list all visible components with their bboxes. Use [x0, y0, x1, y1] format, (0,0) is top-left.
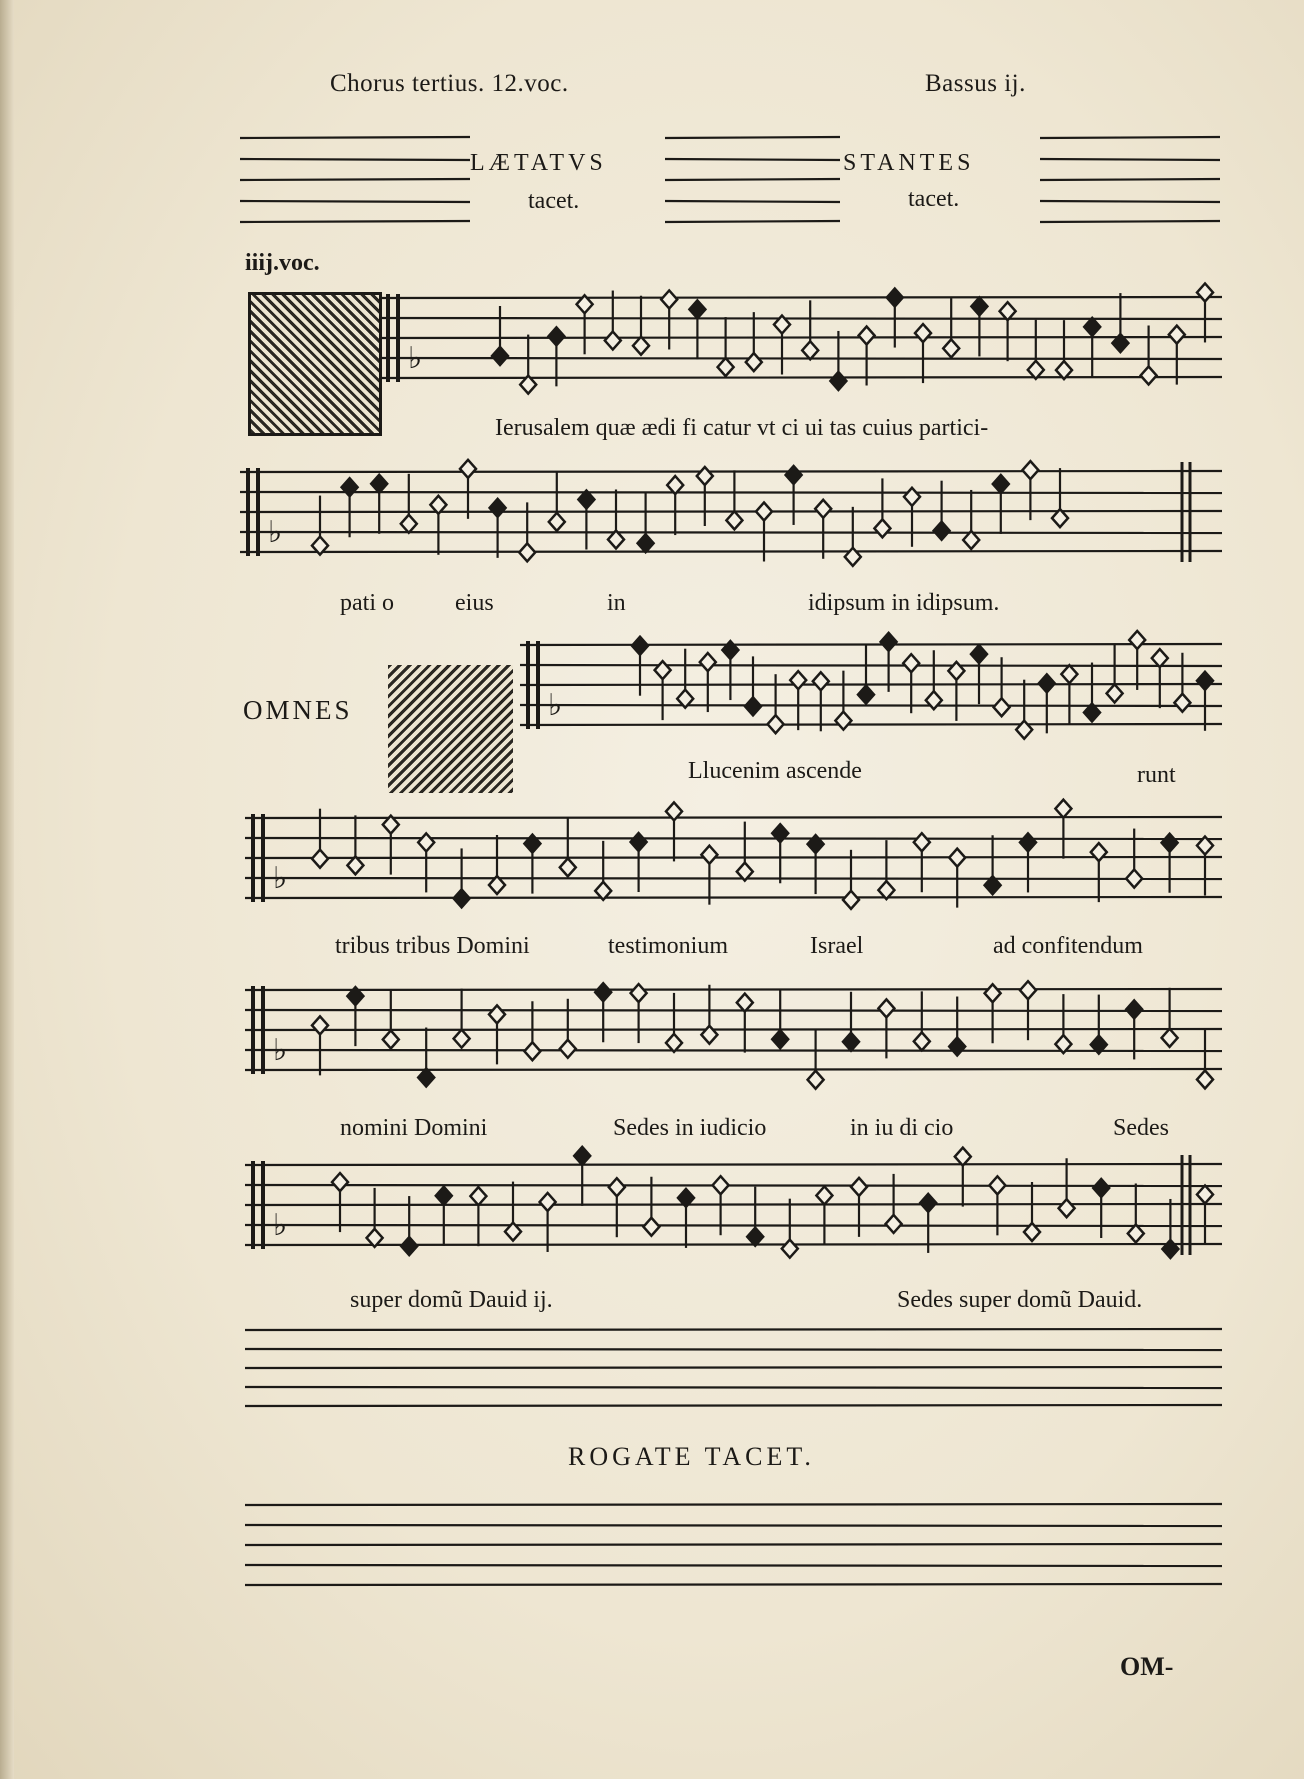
note-head-icon: [903, 654, 919, 672]
note-head-icon: [401, 515, 417, 533]
note-head-icon: [985, 984, 1001, 1002]
note-head-icon: [470, 1187, 486, 1205]
note-head-icon: [920, 1194, 936, 1212]
music-staff-1-line: [380, 318, 1222, 319]
note-head-icon: [1129, 631, 1145, 649]
note-head-icon: [460, 460, 476, 478]
note-head-icon: [815, 500, 831, 518]
c-clef-icon: [246, 468, 250, 556]
lyric-line-2a: pati o: [340, 590, 394, 616]
empty-staff-rogate-lower-line: [245, 1565, 1222, 1566]
note-head-icon: [934, 522, 950, 540]
c-clef-icon: [261, 986, 265, 1074]
lyric-line-2b: eius: [455, 590, 494, 616]
music-staff-6-line: [245, 1185, 1222, 1186]
music-staff-4-line: [245, 897, 1222, 898]
note-head-icon: [1000, 302, 1016, 320]
note-head-icon: [609, 1178, 625, 1196]
note-head-icon: [786, 466, 802, 484]
empty-staff-rogate-lower-line: [245, 1544, 1222, 1545]
note-head-icon: [1141, 366, 1157, 384]
tacet-title-stantes: STANTES: [843, 150, 975, 176]
note-head-icon: [418, 833, 434, 851]
music-staff-5-line: [245, 1050, 1222, 1051]
note-head-icon: [1093, 1179, 1109, 1197]
music-staff-3-line: [520, 644, 1222, 645]
note-head-icon: [632, 637, 648, 655]
note-head-icon: [371, 475, 387, 493]
music-staff-1-line: [380, 297, 1222, 298]
note-head-icon: [915, 324, 931, 342]
tacet-staff-left-line: [240, 137, 470, 138]
tacet-staff-left-line: [240, 179, 470, 180]
tacet-staff-right-line: [1040, 201, 1220, 202]
note-head-icon: [881, 633, 897, 651]
note-head-icon: [631, 833, 647, 851]
decorated-initial-l: [388, 665, 513, 793]
tacet-staff-right-line: [1040, 221, 1220, 222]
note-head-icon: [886, 1215, 902, 1233]
note-head-icon: [949, 849, 965, 867]
lyric-line-5b: Sedes in iudicio: [613, 1115, 767, 1141]
music-staff-3-line: [520, 705, 1222, 706]
rogate-tacet: ROGATE TACET.: [568, 1442, 815, 1471]
note-head-icon: [418, 1069, 434, 1087]
note-head-icon: [643, 1218, 659, 1236]
note-head-icon: [914, 833, 930, 851]
note-head-icon: [1162, 1240, 1178, 1258]
note-head-icon: [1107, 684, 1123, 702]
note-head-icon: [700, 653, 716, 671]
note-head-icon: [666, 1034, 682, 1052]
lyric-line-6b: Sedes super domũ Dauid.: [897, 1287, 1143, 1313]
empty-staff-rogate-lower-line: [245, 1584, 1222, 1585]
flat-sign-icon: ♭: [548, 688, 563, 723]
tacet-staff-middle-line: [665, 179, 840, 180]
tacet-staff-middle-line: [665, 137, 840, 138]
note-head-icon: [519, 543, 535, 561]
c-clef-icon: [386, 294, 390, 382]
note-head-icon: [737, 994, 753, 1012]
note-head-icon: [745, 697, 761, 715]
catchword: OM-: [1120, 1652, 1174, 1681]
note-head-icon: [830, 372, 846, 390]
note-head-icon: [756, 503, 772, 521]
lyric-line-3: Llucenim ascende: [688, 758, 862, 784]
note-head-icon: [994, 698, 1010, 716]
tacet-staff-middle-line: [665, 221, 840, 222]
note-head-icon: [454, 889, 470, 907]
tacet-note-laetatus: tacet.: [528, 188, 580, 214]
empty-staff-rogate-lower-line: [245, 1525, 1222, 1526]
note-head-icon: [574, 1147, 590, 1165]
note-head-icon: [312, 850, 328, 868]
lyric-line-5c: in iu di cio: [850, 1115, 954, 1141]
note-head-icon: [904, 488, 920, 506]
tacet-title-laetatus: LÆTATVS: [470, 150, 607, 176]
note-head-icon: [1128, 1224, 1144, 1242]
note-head-icon: [955, 1148, 971, 1166]
note-head-icon: [1059, 1199, 1075, 1217]
note-head-icon: [560, 1040, 576, 1058]
note-head-icon: [701, 846, 717, 864]
note-head-icon: [816, 1186, 832, 1204]
music-staff-3-line: [520, 665, 1222, 666]
note-head-icon: [1162, 834, 1178, 852]
note-head-icon: [768, 715, 784, 733]
note-head-icon: [843, 891, 859, 909]
note-head-icon: [914, 1032, 930, 1050]
music-staff-6-line: [245, 1244, 1222, 1245]
lyric-line-2d: idipsum in idipsum.: [808, 590, 1000, 616]
note-head-icon: [790, 671, 806, 689]
c-clef-icon: [526, 641, 530, 729]
note-head-icon: [772, 1030, 788, 1048]
note-head-icon: [726, 511, 742, 529]
note-head-icon: [549, 513, 565, 531]
note-head-icon: [878, 999, 894, 1017]
note-head-icon: [874, 519, 890, 537]
note-head-icon: [989, 1176, 1005, 1194]
note-head-icon: [548, 327, 564, 345]
note-head-icon: [949, 1038, 965, 1056]
lyric-line-2c: in: [607, 590, 626, 616]
note-head-icon: [971, 645, 987, 663]
note-head-icon: [332, 1173, 348, 1191]
music-staff-2-line: [240, 471, 1222, 472]
tacet-staff-left-line: [240, 201, 470, 202]
tacet-staff-right-line: [1040, 137, 1220, 138]
music-staff-3-line: [520, 684, 1222, 685]
empty-staff-rogate-lower-line: [245, 1504, 1222, 1505]
music-staff-2-line: [240, 511, 1222, 512]
empty-staff-rogate-upper-line: [245, 1405, 1222, 1406]
lyric-line-4a: tribus tribus Domini: [335, 933, 530, 959]
note-head-icon: [638, 534, 654, 552]
note-head-icon: [1022, 461, 1038, 479]
note-head-icon: [1169, 326, 1185, 344]
note-head-icon: [858, 686, 874, 704]
note-head-icon: [697, 467, 713, 485]
lyric-line-4c: Israel: [810, 933, 864, 959]
note-head-icon: [718, 358, 734, 376]
note-head-icon: [1197, 1185, 1213, 1203]
note-head-icon: [312, 1016, 328, 1034]
tacet-staff-middle-line: [665, 159, 840, 160]
note-head-icon: [971, 297, 987, 315]
empty-staff-rogate-upper-line: [245, 1349, 1222, 1350]
c-clef-icon: [261, 814, 265, 902]
note-head-icon: [835, 712, 851, 730]
note-head-icon: [1020, 833, 1036, 851]
note-head-icon: [689, 300, 705, 318]
tacet-note-stantes: tacet.: [908, 186, 960, 212]
lyric-line-4b: testimonium: [608, 933, 728, 959]
note-head-icon: [540, 1193, 556, 1211]
c-clef-icon: [261, 1161, 265, 1249]
note-head-icon: [524, 1042, 540, 1060]
note-head-icon: [813, 672, 829, 690]
note-head-icon: [492, 347, 508, 365]
c-clef-icon: [396, 294, 400, 382]
note-head-icon: [347, 856, 363, 874]
decorated-initial-i: [248, 292, 382, 436]
note-head-icon: [1020, 981, 1036, 999]
note-head-icon: [843, 1033, 859, 1051]
note-head-icon: [342, 478, 358, 496]
note-head-icon: [1197, 283, 1213, 301]
music-staff-6-line: [245, 1204, 1222, 1205]
flat-sign-icon: ♭: [273, 861, 288, 896]
note-head-icon: [1197, 672, 1213, 690]
lyric-line-5a: nomini Domini: [340, 1115, 488, 1141]
flat-sign-icon: ♭: [273, 1208, 288, 1243]
note-head-icon: [747, 1228, 763, 1246]
empty-staff-rogate-upper-line: [245, 1329, 1222, 1330]
note-head-icon: [943, 339, 959, 357]
flat-sign-icon: ♭: [273, 1033, 288, 1068]
running-header-right: Bassus ij.: [925, 70, 1026, 97]
note-head-icon: [595, 983, 611, 1001]
music-staff-4-line: [245, 878, 1222, 879]
music-staff-2-line: [240, 551, 1222, 552]
music-staff-2-line: [240, 532, 1222, 533]
note-head-icon: [746, 353, 762, 371]
note-head-icon: [489, 1005, 505, 1023]
music-staff-5-line: [245, 1069, 1222, 1070]
note-head-icon: [1197, 1071, 1213, 1089]
note-head-icon: [859, 326, 875, 344]
music-staff-1-line: [380, 337, 1222, 338]
note-head-icon: [633, 337, 649, 355]
music-staff-1-line: [380, 377, 1222, 378]
lyric-line-1: Ierusalem quæ ædi fi catur vt ci ui tas cuius partici-: [495, 415, 989, 441]
tacet-staff-right-line: [1040, 159, 1220, 160]
running-header-left: Chorus tertius. 12.voc.: [330, 70, 569, 97]
c-clef-icon: [251, 986, 255, 1074]
note-head-icon: [436, 1187, 452, 1205]
note-head-icon: [1126, 1000, 1142, 1018]
note-head-icon: [851, 1178, 867, 1196]
note-head-icon: [1084, 318, 1100, 336]
note-head-icon: [1126, 870, 1142, 888]
tacet-staff-left-line: [240, 221, 470, 222]
note-head-icon: [808, 1071, 824, 1089]
music-staff-6-line: [245, 1225, 1222, 1226]
note-head-icon: [631, 984, 647, 1002]
note-head-icon: [383, 1031, 399, 1049]
lyric-line-3b: runt: [1137, 762, 1176, 788]
note-head-icon: [1162, 1029, 1178, 1047]
note-head-icon: [605, 332, 621, 350]
note-head-icon: [1055, 800, 1071, 818]
empty-staff-rogate-upper-line: [245, 1367, 1222, 1368]
tacet-staff-right-line: [1040, 179, 1220, 180]
c-clef-icon: [256, 468, 260, 556]
note-head-icon: [490, 499, 506, 517]
note-head-icon: [560, 858, 576, 876]
music-staff-6-line: [245, 1164, 1222, 1165]
note-head-icon: [713, 1176, 729, 1194]
note-head-icon: [782, 1240, 798, 1258]
tacet-staff-middle-line: [665, 201, 840, 202]
note-head-icon: [887, 289, 903, 307]
note-head-icon: [1039, 674, 1055, 692]
note-head-icon: [1174, 694, 1190, 712]
lyric-line-4d: ad confitendum: [993, 933, 1143, 959]
tacet-staff-left-line: [240, 159, 470, 160]
lyric-line-6a: super domũ Dauid ij.: [350, 1287, 553, 1313]
note-head-icon: [993, 475, 1009, 493]
c-clef-icon: [536, 641, 540, 729]
note-head-icon: [1091, 843, 1107, 861]
c-clef-icon: [251, 1161, 255, 1249]
note-head-icon: [655, 661, 671, 679]
c-clef-icon: [251, 814, 255, 902]
note-head-icon: [454, 1030, 470, 1048]
note-head-icon: [401, 1237, 417, 1255]
section-omnes: OMNES: [243, 695, 353, 725]
flat-sign-icon: ♭: [268, 515, 283, 550]
empty-staff-rogate-upper-line: [245, 1387, 1222, 1388]
flat-sign-icon: ♭: [408, 341, 423, 376]
lyric-line-5d: Sedes: [1113, 1115, 1169, 1141]
note-head-icon: [802, 341, 818, 359]
music-staff-2-line: [240, 492, 1222, 493]
note-head-icon: [661, 290, 677, 308]
note-head-icon: [1152, 649, 1168, 667]
voice-count-label: iiij.voc.: [245, 250, 320, 276]
music-staff-3-line: [520, 724, 1222, 725]
note-head-icon: [1061, 665, 1077, 683]
